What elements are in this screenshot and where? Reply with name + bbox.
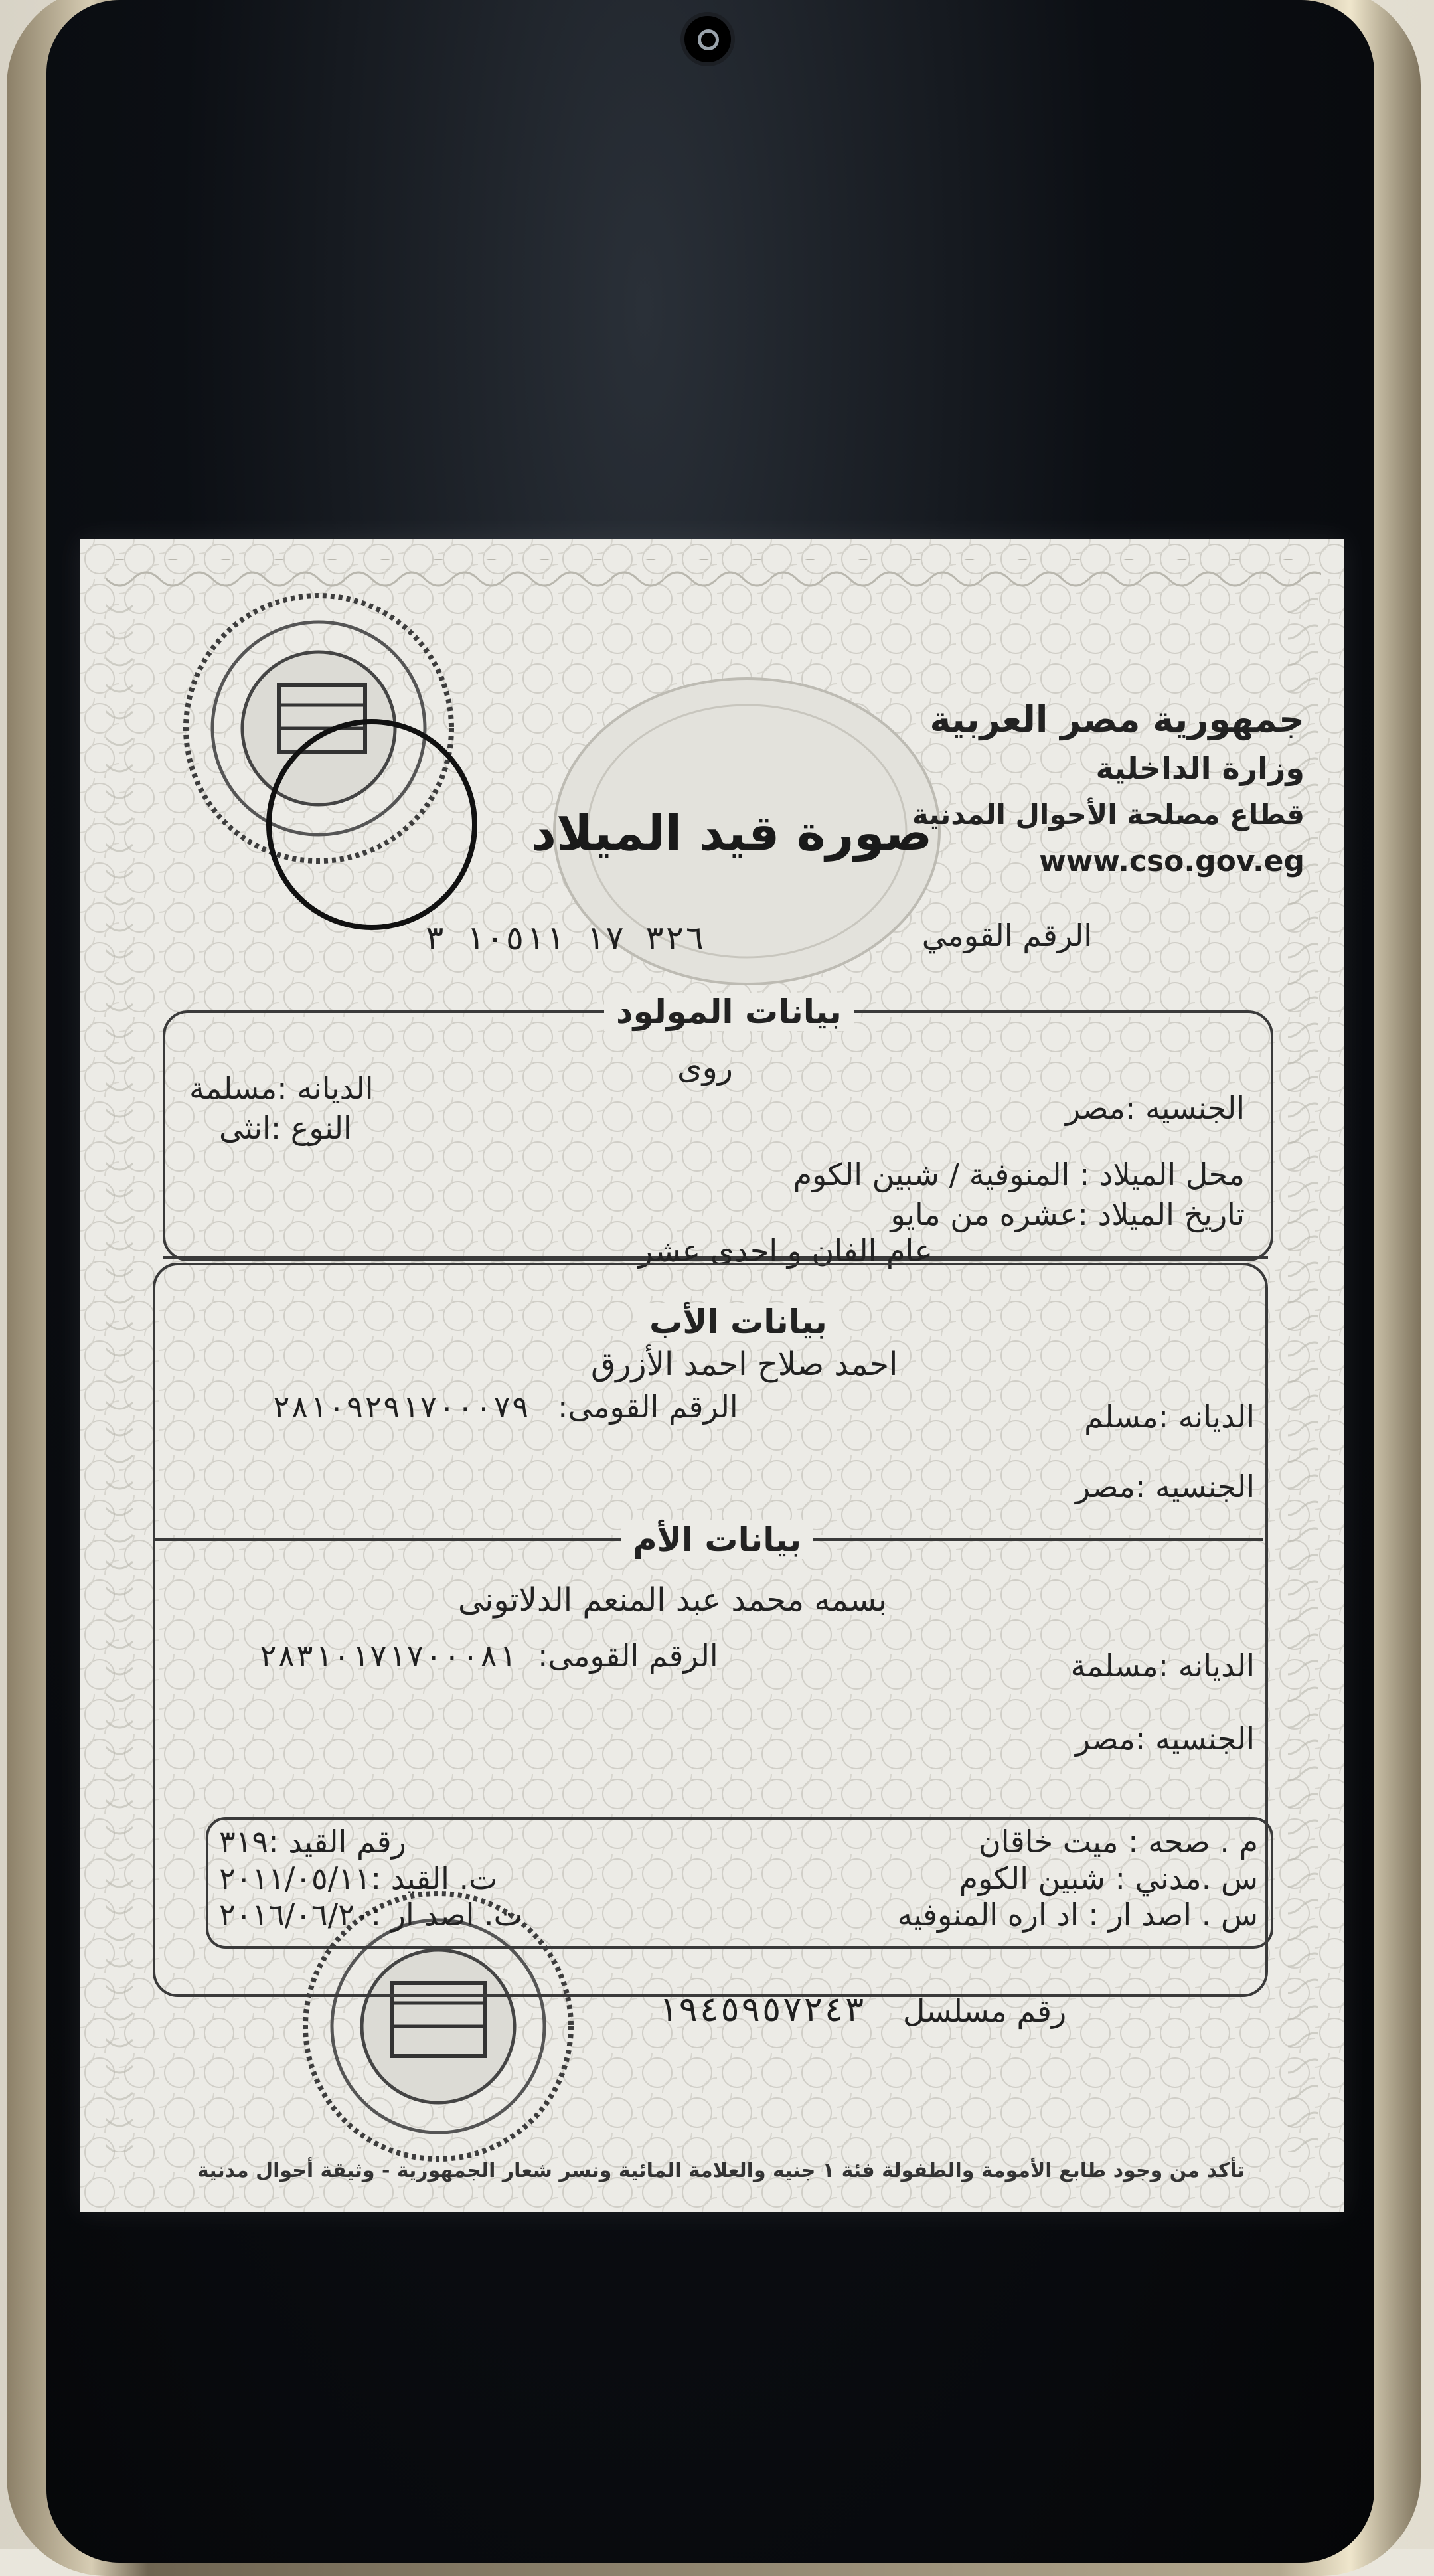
serial-label: رقم مسلسل [903, 1993, 1067, 2029]
father-national-id-label: الرقم القومى: [558, 1389, 738, 1425]
birth-national-id-value: ٣٢٦ ١٧ ١٠٥١١ ٣ [425, 919, 705, 957]
record-number: رقم القيد :٣١٩ [219, 1824, 406, 1860]
mother-section-title: بيانات الأم [621, 1520, 813, 1559]
health-office: م . صحه : ميت خاقان [978, 1824, 1258, 1860]
newborn-name: روى [677, 1049, 733, 1086]
issuing-office: س . اصد ار : اد اره المنوفيه [897, 1897, 1258, 1933]
newborn-nationality: الجنسيه :مصر [1066, 1090, 1245, 1126]
father-nationality: الجنسيه :مصر [1076, 1469, 1255, 1504]
footer-note: تأكد من وجود طابع الأمومة والطفولة فئة ١ جنيه والعلامة المائية ونسر شعار الجمهورية - وثيقة أحوال مدنية [197, 2159, 1245, 2182]
father-national-id-value: ٢٨١٠٩٢٩١٧٠٠٠٧٩ [272, 1389, 530, 1425]
mother-national-id-label: الرقم القومى: [538, 1638, 718, 1674]
newborn-gender: النوع :انثى [219, 1110, 352, 1146]
newborn-birth-place: محل الميلاد : المنوفية / شبين الكوم [793, 1157, 1245, 1192]
issue-date: ت. اصد ار :٢٠١٦/٠٦/٢٠ [219, 1897, 522, 1933]
father-name: احمد صلاح احمد الأزرق [591, 1346, 898, 1383]
civil-registry: س .مدني : شبين الكوم [959, 1860, 1258, 1896]
birth-certificate-image[interactable] [80, 539, 1344, 2212]
mother-national-id-value: ٢٨٣١٠١٧١٧٠٠٠٨١ [259, 1638, 517, 1674]
department-name: قطاع مصلحة الأحوال المدنية [912, 798, 1305, 831]
front-camera-icon [680, 12, 735, 66]
phone-screen [46, 0, 1374, 2563]
newborn-birth-year: عام الفان و احدى عشر [638, 1233, 933, 1269]
website-link[interactable]: www.cso.gov.eg [1039, 845, 1305, 878]
newborn-religion: الديانه :مسلمة [189, 1070, 374, 1106]
father-section-title: بيانات الأب [637, 1303, 839, 1341]
mother-nationality: الجنسيه :مصر [1076, 1721, 1255, 1757]
record-date: ت. القيد :٢٠١١/٠٥/١١ [219, 1860, 498, 1896]
newborn-section-title: بيانات المولود [604, 993, 854, 1031]
newborn-birth-date: تاريخ الميلاد :عشره من مايو [890, 1196, 1245, 1232]
country-name: جمهورية مصر العربية [929, 698, 1305, 740]
document-title: صورة قيد الميلاد [531, 805, 933, 862]
mother-name: بسمه محمد عبد المنعم الدلاتونى [458, 1581, 888, 1619]
camera-lens [698, 29, 719, 50]
ministry-name: وزارة الداخلية [1095, 750, 1305, 786]
father-religion: الديانه :مسلم [1084, 1399, 1255, 1435]
birth-national-id-label: الرقم القومي [921, 918, 1092, 953]
serial-number: ١٩٤٥٩٥٧٢٤٣ [657, 1990, 866, 2030]
mother-religion: الديانه :مسلمة [1070, 1648, 1255, 1684]
